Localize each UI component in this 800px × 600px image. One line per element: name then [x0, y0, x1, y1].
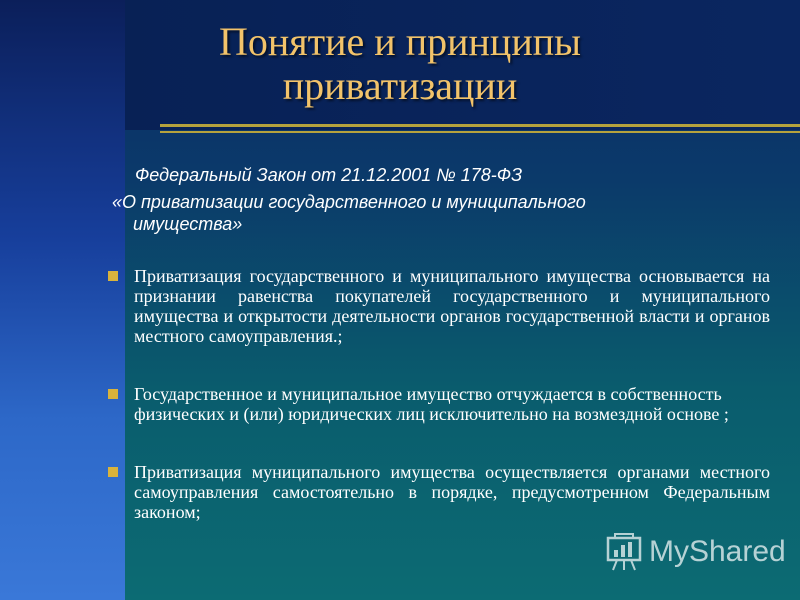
presentation-board-icon	[605, 532, 643, 572]
square-bullet-icon	[108, 467, 118, 477]
law-name-line1: «О приватизации государственного и муниципального	[112, 192, 586, 212]
list-item	[108, 462, 770, 522]
square-bullet-icon	[108, 389, 118, 399]
list-item-text: Государственное и муниципальное имущество отчуждается в собственность физических и (или) юридических лиц исключительно на возмездной основе ;	[134, 384, 729, 424]
principles-list	[108, 266, 770, 522]
list-item-text: Приватизация государственного и муниципального имущества основывается на признании равенства покупателей государственного и муниципального имущества и открытости деятельности органов государственной власти и органов местного самоуправления.;	[134, 266, 770, 346]
myshared-watermark	[605, 532, 786, 572]
title-divider-top	[160, 124, 800, 127]
list-item-text: Приватизация муниципального имущества осуществляется органами местного самоуправления самостоятельно в порядке, предусмотренном Федеральным законом;	[134, 462, 770, 522]
square-bullet-icon	[108, 271, 118, 281]
list-item	[108, 384, 770, 424]
law-name-line2: имущества»	[133, 214, 243, 234]
list-item	[108, 266, 770, 346]
slide-title: Понятие и принципы приватизации	[218, 19, 582, 108]
watermark-text: MyShared	[649, 535, 786, 568]
law-reference: Федеральный Закон от 21.12.2001 № 178-ФЗ	[135, 165, 523, 185]
title-divider-bottom	[160, 131, 800, 133]
left-gradient-band	[0, 0, 125, 600]
